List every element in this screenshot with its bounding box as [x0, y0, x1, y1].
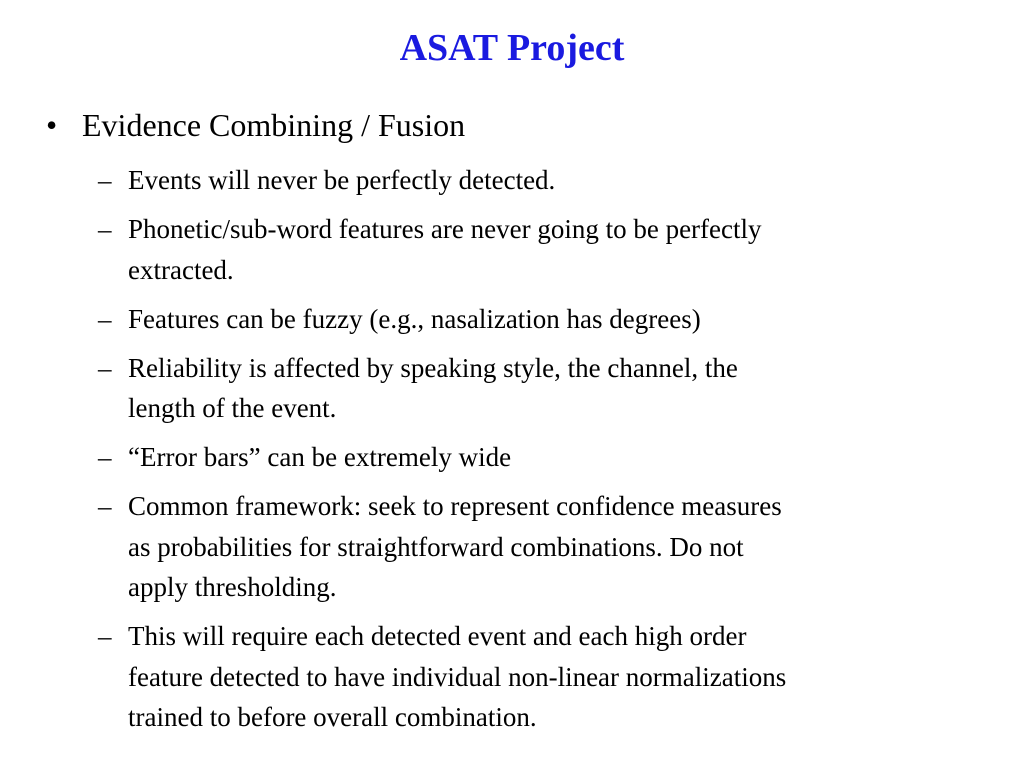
sub-bullet-item: [98, 160, 978, 201]
slide-title: ASAT Project: [399, 27, 625, 69]
dash-icon: –: [98, 165, 112, 195]
sub-bullet-text: This will require each detected event and each high order: [128, 621, 747, 651]
sub-bullet-text: length of the event.: [128, 393, 337, 423]
sub-bullet-text: Features can be fuzzy (e.g., nasalization has degrees): [128, 303, 701, 334]
sub-bullet-item: [98, 486, 978, 608]
sub-bullet-text: trained to before overall combination.: [128, 702, 537, 732]
dash-icon: –: [98, 352, 112, 383]
dash-icon: –: [98, 214, 112, 244]
main-bullet: [46, 104, 465, 146]
bullet-dot-icon: •: [46, 107, 58, 143]
sub-bullet-item: [98, 348, 978, 429]
dash-icon: –: [98, 621, 112, 651]
sub-bullet-item: [98, 209, 978, 290]
sub-bullet-text: apply thresholding.: [128, 572, 337, 602]
dash-icon: –: [98, 303, 112, 334]
sub-bullet-text: extracted.: [128, 254, 234, 285]
sub-bullet-list: [98, 160, 978, 746]
sub-bullet-item: [98, 437, 978, 478]
sub-bullet-text: feature detected to have individual non-linear normalizations: [128, 661, 787, 692]
sub-bullet-item: [98, 299, 978, 340]
sub-bullet-text: Reliability is affected by speaking style, the channel, the: [128, 352, 738, 383]
sub-bullet-text: Phonetic/sub-word features are never going to be perfectly: [128, 214, 762, 244]
sub-bullet-text: “Error bars” can be extremely wide: [128, 442, 512, 472]
sub-bullet-text: Common framework: seek to represent confidence measures: [128, 491, 782, 521]
dash-icon: –: [98, 491, 112, 521]
main-bullet-text: Evidence Combining / Fusion: [82, 107, 466, 143]
sub-bullet-item: [98, 616, 978, 738]
sub-bullet-text: Events will never be perfectly detected.: [128, 165, 556, 195]
sub-bullet-text: as probabilities for straightforward combinations. Do not: [128, 531, 744, 562]
dash-icon: –: [98, 442, 112, 472]
